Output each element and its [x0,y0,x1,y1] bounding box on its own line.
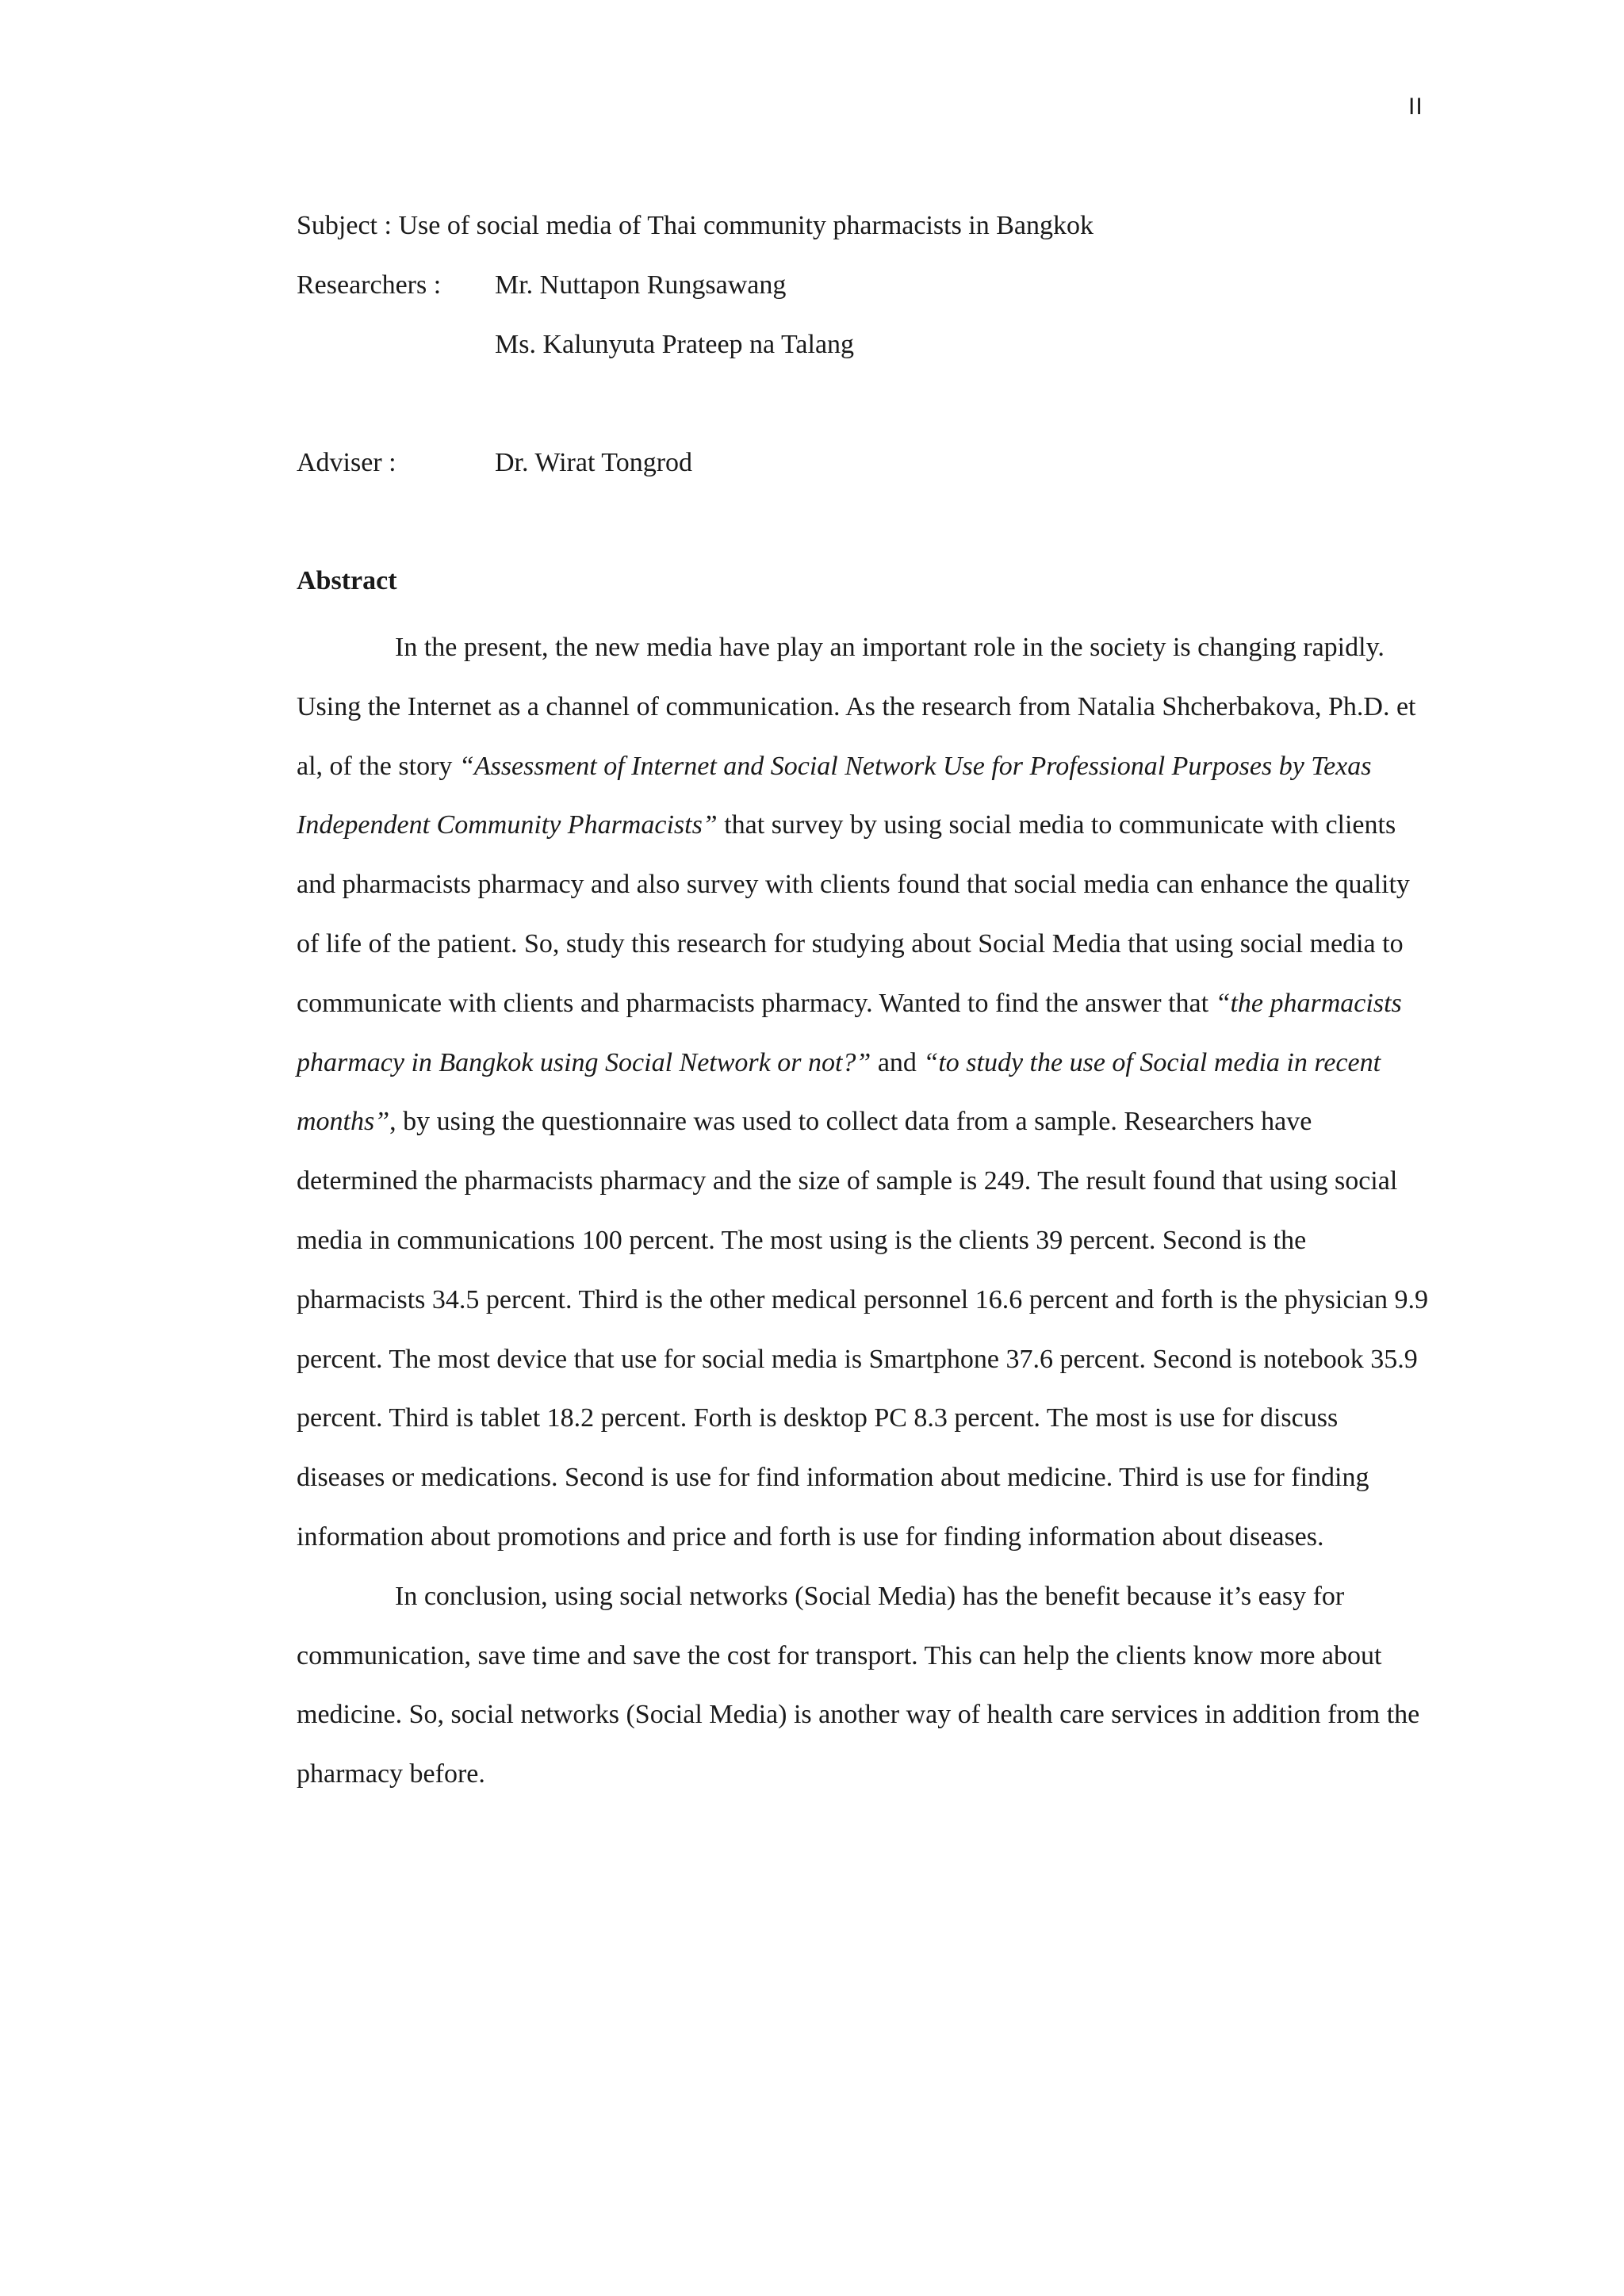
conclusion-paragraph: In conclusion, using social networks (Social Media) has the benefit because it’s easy for communication, save time and save the cost for transport. This can help the clients know more about medicine. So, social networks (Social Media) is another way of health care services in addition from the pharmacy before. [297,1581,1420,1789]
study-title-quote: “Assessment of Internet and Social Network Use for Professional Purposes by Texas Independent Community Pharmacists” [297,751,1372,840]
page-number: II [1408,94,1423,120]
subject-row [297,211,1094,241]
research-question-quote: “the pharmacists pharmacy in Bangkok using Social Network or not?” [297,988,1402,1077]
adviser-row [297,448,396,478]
adviser-label: Adviser : [297,448,396,477]
abstract-text: that survey by using social media to communicate with clients and pharmacists pharmacy and also survey with clients found that social media can enhance the quality of life of the patient. So, study this research for studying about Social Media that using social media to communicate with clients and pharmacists pharmacy. Wanted to find the answer that [297,810,1410,1018]
researcher-name: Ms. Kalunyuta Prateep na Talang [495,330,855,359]
research-objective-quote: “to study the use of Social media in recent months” [297,1047,1381,1137]
researchers-row [297,270,441,300]
abstract-body [297,618,1432,1804]
abstract-text: In the present, the new media have play an important role in the society is changing rapidly. Using the Internet as a channel of communication. As the research from Natalia Shcherbakova, Ph.D. et al, of the story [297,633,1416,781]
abstract-paragraph [297,618,1432,1567]
abstract-heading: Abstract [297,566,397,595]
abstract-text: and [871,1047,924,1077]
adviser-name: Dr. Wirat Tongrod [495,448,693,477]
subject-label: Subject : [297,211,392,240]
researcher-name: Mr. Nuttapon Rungsawang [495,270,787,300]
abstract-text: , by using the questionnaire was used to collect data from a sample. Researchers have determined the pharmacists pharmacy and the size of sample is 249. The result found that using social media in communications 100 percent. The most using is the clients 39 percent. Second is the pharmacists 34.5 percent. Third is the other medical personnel 16.6 percent and forth is the physician 9.9 percent. The most device that use for social media is Smartphone 37.6 percent. Second is notebook 35.9 percent. Third is tablet 18.2 percent. Forth is desktop PC 8.3 percent. The most is use for discuss diseases or medications. Second is use for find information about medicine. Third is use for finding information about promotions and price and forth is use for finding information about diseases. [297,1107,1428,1552]
subject-value: Use of social media of Thai community pharmacists in Bangkok [398,211,1094,240]
researchers-label: Researchers : [297,270,442,300]
